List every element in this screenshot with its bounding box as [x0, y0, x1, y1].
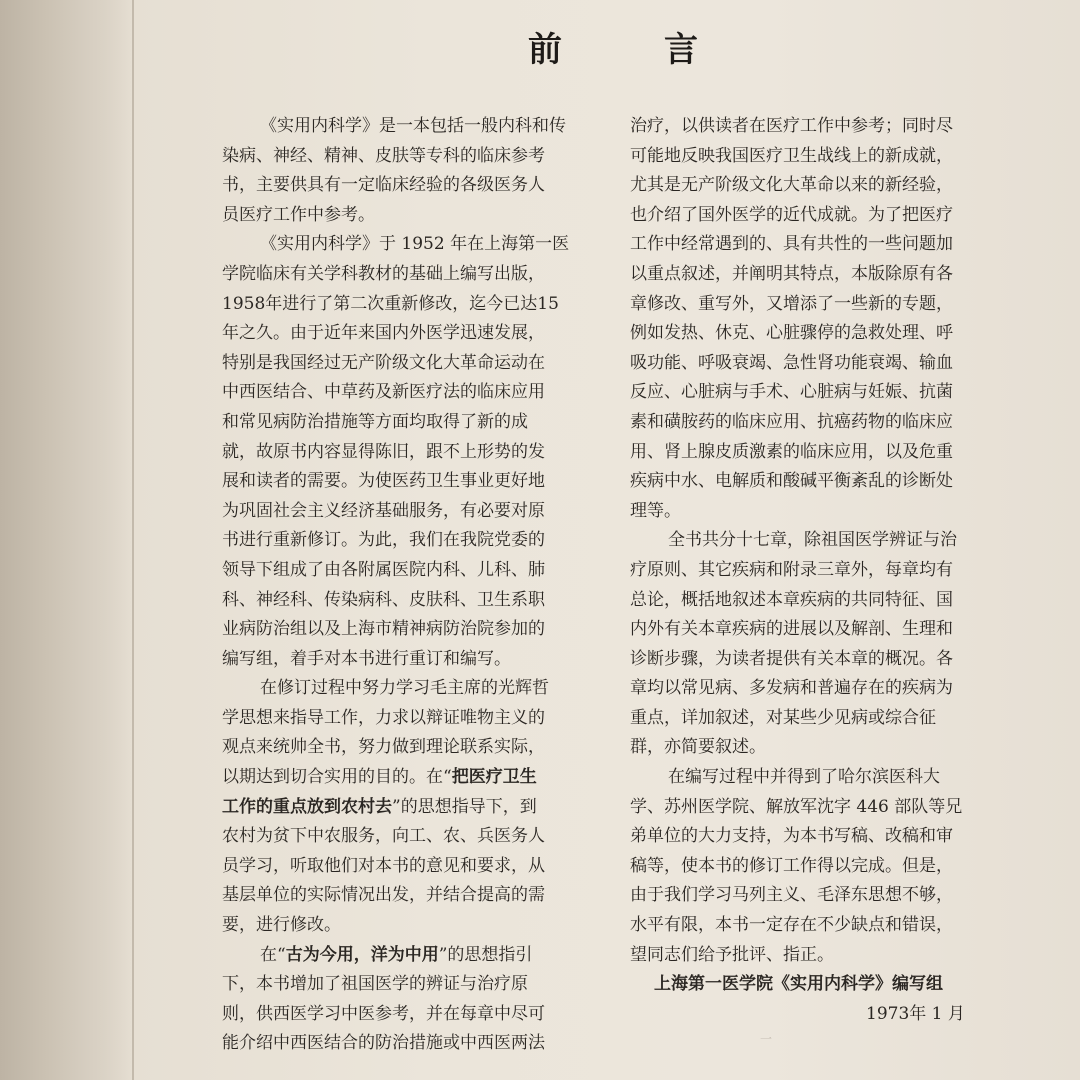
text-line: 可能地反映我国医疗卫生战线上的新成就， [630, 145, 953, 166]
text-line: 吸功能、呼吸衰竭、急性肾功能衰竭、输血 [630, 352, 953, 373]
text-line: 《实用内科学》是一本包括一般内科和传 [260, 116, 566, 136]
left-column [222, 112, 607, 1059]
text-line: 书，主要供具有一定临床经验的各级医务人 [222, 175, 545, 196]
text-line: 全书共分十七章，除祖国医学辨证与治 [668, 530, 957, 551]
text-line: 观点来统帅全书，努力做到理论联系实际， [222, 737, 545, 758]
text-line: 特别是我国经过无产阶级文化大革命运动在 [222, 352, 545, 373]
text-line: 群，亦简要叙述。 [630, 737, 766, 758]
text-line: 展和读者的需要。为使医药卫生事业更好地 [222, 471, 545, 492]
text-line: 要，进行修改。 [222, 915, 341, 936]
text-line [222, 793, 607, 823]
binding-shadow [0, 0, 135, 1080]
text-line: 工作中经常遇到的、具有共性的一些问题加 [630, 234, 953, 255]
text-line: 中西医结合、中草药及新医疗法的临床应用 [222, 382, 545, 403]
text-line: 理等。 [630, 500, 681, 521]
emphasis-quote-1b: 工作的重点放到农村去 [222, 796, 392, 817]
text-line: 编写组，着手对本书进行重订和编写。 [222, 648, 511, 669]
text-line: 在编写过程中并得到了哈尔滨医科大 [668, 767, 940, 788]
text-line: 员医疗工作中参考。 [222, 204, 375, 225]
text-line: 科、神经科、传染病科、皮肤科、卫生系职 [222, 589, 545, 610]
right-column [630, 112, 1008, 1029]
text-line: 也介绍了国外医学的近代成就。为了把医疗 [630, 204, 953, 225]
text-line: 年之久。由于近年来国内外医学迅速发展， [222, 323, 545, 344]
text-line: 稿等，使本书的修订工作得以完成。但是， [630, 855, 953, 876]
text-line: 《实用内科学》于 1952 年在上海第一医 [260, 234, 570, 255]
text-line: 尤其是无产阶级文化大革命以来的新经验， [630, 175, 953, 196]
text-line: 领导下组成了由各附属医院内科、儿科、肺 [222, 559, 545, 580]
text-line: 就，故原书内容显得陈旧，跟不上形势的发 [222, 441, 545, 462]
text-line: 诊断步骤，为读者提供有关本章的概况。各 [630, 648, 953, 669]
text-line: 学、苏州医学院、解放军沈字 446 部队等兄 [630, 796, 963, 817]
page-title [528, 22, 698, 71]
text-line: 由于我们学习马列主义、毛泽东思想不够， [630, 885, 953, 906]
text-segment: ”的思想指导下，到 [392, 796, 537, 817]
text-segment: ”的思想指引 [438, 944, 533, 965]
signature: 上海第一医学院《实用内科学》编写组 [654, 974, 943, 995]
text-line: 素和磺胺药的临床应用、抗癌药物的临床应 [630, 411, 953, 432]
text-line: 和常见病防治措施等方面均取得了新的成 [222, 411, 528, 432]
text-line: 章修改、重写外，又增添了一些新的专题， [630, 293, 953, 314]
gutter-line [132, 0, 134, 1080]
text-line: 染病、神经、精神、皮肤等专科的临床参考 [222, 145, 545, 166]
text-line: 内外有关本章疾病的进展以及解剖、生理和 [630, 619, 953, 640]
emphasis-quote-1a: 把医疗卫生 [451, 767, 537, 788]
text-line: 基层单位的实际情况出发，并结合提高的需 [222, 885, 545, 906]
text-line: 重点，详加叙述，对某些少见病或综合征 [630, 707, 936, 728]
text-line: 以重点叙述，并阐明其特点，本版除原有各 [630, 263, 953, 284]
title-char-2: 言 [664, 30, 698, 70]
title-char-1: 前 [528, 30, 562, 70]
text-line: 总论，概括地叙述本章疾病的共同特征、国 [630, 589, 953, 610]
text-line [222, 763, 607, 793]
text-line: 则，供西医学习中医参考，并在每章中尽可 [222, 1003, 545, 1024]
text-line: 农村为贫下中农服务，向工、农、兵医务人 [222, 826, 545, 847]
text-line: 下，本书增加了祖国医学的辨证与治疗原 [222, 974, 528, 995]
emphasis-quote-2: 古为今用，洋为中用 [285, 944, 439, 965]
text-line: 水平有限，本书一定存在不少缺点和错误， [630, 915, 953, 936]
text-segment: 在“ [260, 944, 286, 965]
text-line: 员学习，听取他们对本书的意见和要求，从 [222, 855, 545, 876]
text-line: 书进行重新修订。为此，我们在我院党委的 [222, 530, 545, 551]
text-line: 治疗，以供读者在医疗工作中参考；同时尽 [630, 116, 953, 136]
text-line: 能介绍中西医结合的防治措施或中西医两法 [222, 1033, 545, 1054]
text-line: 疗原则、其它疾病和附录三章外，每章均有 [630, 559, 953, 580]
text-line: 学思想来指导工作，力求以辩证唯物主义的 [222, 707, 545, 728]
text-line: 例如发热、休克、心脏骤停的急救处理、呼 [630, 323, 953, 344]
text-line [222, 941, 607, 971]
text-segment: 以期达到切合实用的目的。在“ [222, 767, 452, 788]
text-line: 在修订过程中努力学习毛主席的光辉哲 [260, 678, 549, 699]
text-line: 弟单位的大力支持，为本书写稿、改稿和审 [630, 826, 953, 847]
page-number: 一 [760, 1032, 773, 1046]
text-line: 业病防治组以及上海市精神病防治院参加的 [222, 619, 545, 640]
text-line: 为巩固社会主义经济基础服务，有必要对原 [222, 500, 545, 521]
text-line: 望同志们给予批评、指正。 [630, 944, 834, 965]
text-line: 学院临床有关学科教材的基础上编写出版， [222, 263, 545, 284]
text-line: 章均以常见病、多发病和普遍存在的疾病为 [630, 678, 953, 699]
text-line: 1958年进行了第二次重新修改，迄今已达15 [222, 293, 559, 314]
text-line: 用、肾上腺皮质激素的临床应用，以及危重 [630, 441, 953, 462]
text-line: 疾病中水、电解质和酸碱平衡紊乱的诊断处 [630, 471, 953, 492]
date: 1973年 1 月 [866, 1003, 965, 1024]
text-line: 反应、心脏病与手术、心脏病与妊娠、抗菌 [630, 382, 953, 403]
